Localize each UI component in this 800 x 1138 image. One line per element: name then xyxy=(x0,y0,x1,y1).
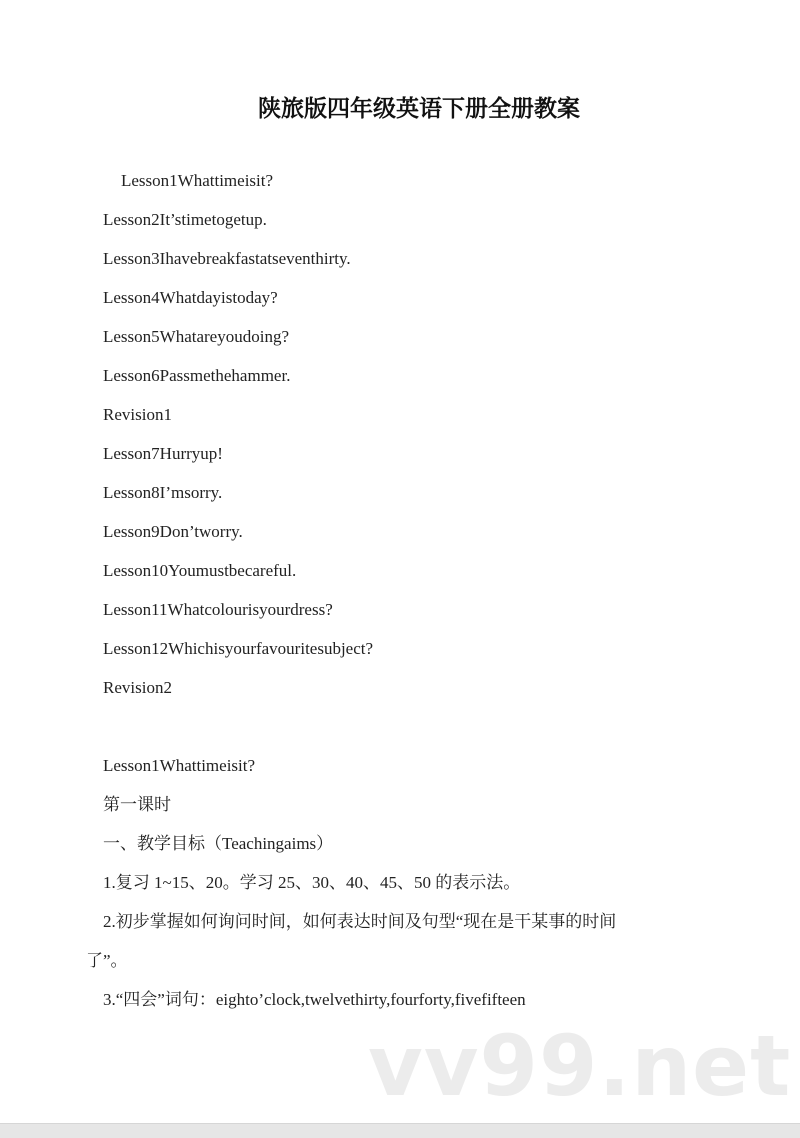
toc-item: Lesson12Whichisyourfavouritesubject? xyxy=(103,639,374,658)
toc-item: Lesson3Ihavebreakfastatseventhirty. xyxy=(103,249,351,268)
section-heading: 一、教学目标（Teachingaims） xyxy=(103,834,334,853)
toc-item: Lesson4Whatdayistoday? xyxy=(103,288,278,307)
toc-item: Lesson9Don’tworry. xyxy=(103,522,243,541)
paragraph: 1.复习 1~15、20。学习 25、30、40、45、50 的表示法。 xyxy=(103,873,521,892)
toc-item: Lesson7Hurryup! xyxy=(103,444,223,463)
lesson-heading: Lesson1Whattimeisit? xyxy=(103,756,256,775)
toc-item: Revision1 xyxy=(103,405,172,424)
toc-item: Lesson2It’stimetogetup. xyxy=(103,210,267,229)
toc-item: Lesson10Youmustbecareful. xyxy=(103,561,297,580)
toc-item: Revision2 xyxy=(103,678,172,697)
document-title: 陕旅版四年级英语下册全册教案 xyxy=(258,96,580,122)
page-bottom-edge xyxy=(0,1123,800,1138)
toc-item: Lesson5Whatareyoudoing? xyxy=(103,327,289,346)
toc-item: Lesson1Whattimeisit? xyxy=(121,171,274,190)
toc-item: Lesson6Passmethehammer. xyxy=(103,366,291,385)
paragraph: 2.初步掌握如何询问时间，如何表达时间及句型“现在是干某事的时间 xyxy=(103,912,617,931)
paragraph-continuation: 了”。 xyxy=(86,951,128,970)
paragraph: 3.“四会”词句：eighto’clock,twelvethirty,fourforty,fivefifteen xyxy=(103,990,526,1009)
toc-item: Lesson8I’msorry. xyxy=(103,483,223,502)
watermark: vv99.net xyxy=(368,1017,792,1115)
toc-item: Lesson11Whatcolourisyourdress? xyxy=(103,600,333,619)
period-heading: 第一课时 xyxy=(103,795,171,814)
